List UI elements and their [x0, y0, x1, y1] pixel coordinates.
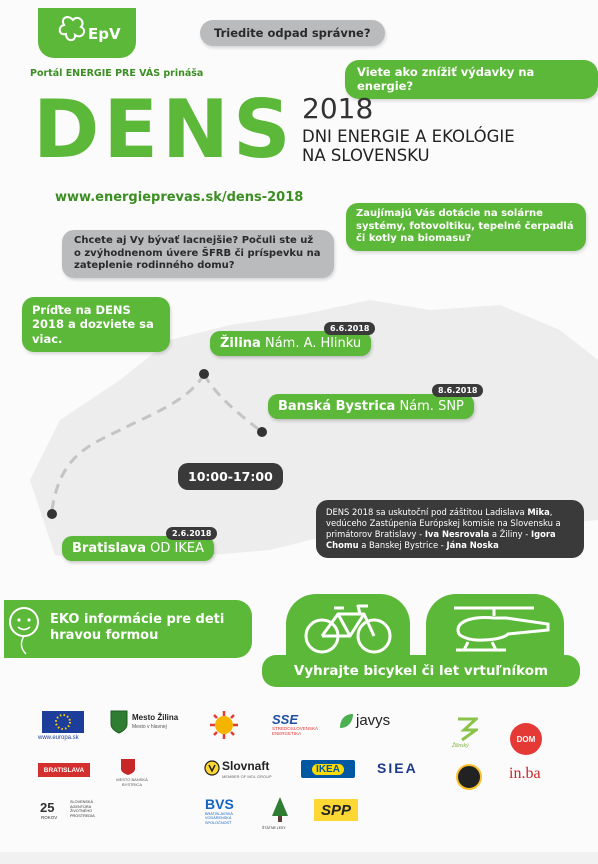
sse-logo: SSE	[272, 712, 299, 727]
event-date: 6.6.2018	[324, 322, 375, 335]
tree-logo-text: ŠTÁTNE LESY	[262, 826, 286, 830]
zilina-logo-sub: Mesto v hlavnej	[132, 724, 167, 730]
sse-logo-sub: STREDOSLOVENSKÁ ENERGETIKA	[272, 726, 319, 736]
route-line	[0, 360, 300, 530]
banska-bystrica-logo-text: MESTO BANSKÁ BYSTRICA	[116, 777, 148, 787]
patronage-note	[316, 500, 584, 558]
sazp-logo-number: 25	[40, 800, 55, 815]
patron-name: Mika	[527, 507, 550, 517]
zilinsky-logo-text: Žilinský	[452, 743, 469, 749]
bubble-waste-question: Triedite odpad správne?	[200, 20, 385, 46]
event-place: OD IKEA	[150, 541, 204, 556]
map-dot-zilina	[199, 369, 209, 379]
javys-leaf-icon	[338, 712, 354, 730]
helicopter-panel	[426, 594, 564, 664]
tagline: Portál ENERGIE PRE VÁS prináša	[30, 68, 204, 79]
ikea-logo	[301, 760, 355, 778]
event-city: Bratislava	[72, 541, 146, 556]
bvs-logo-sub: BRATISLAVSKÁ VODÁRENSKÁ SPOLOČNOSŤ	[205, 812, 233, 825]
sazp-logo-text: SLOVENSKÁ AGENTÚRA ŽIVOTNÉHO PROSTREDIA	[70, 800, 95, 818]
eu-flag-logo	[42, 711, 84, 733]
javys-logo: javys	[356, 712, 391, 729]
spp-logo	[314, 799, 358, 821]
title-line2: NA SLOVENSKU	[302, 145, 430, 165]
prize-banner: Vyhrajte bicykel či let vrtuľníkom	[262, 655, 580, 687]
siea-logo: SIEA	[377, 760, 418, 776]
sun-logo-icon	[204, 710, 244, 740]
bratislava-logo-text: BRATISLAVA	[43, 766, 85, 774]
event-time: 10:00-17:00	[178, 463, 283, 490]
logo-text: EpV	[88, 25, 121, 43]
website-link[interactable]: www.energieprevas.sk/dens-2018	[55, 190, 304, 205]
banska-bystrica-crest-icon	[120, 758, 136, 776]
inba-logo: in.ba	[509, 765, 541, 782]
title-text	[302, 128, 515, 166]
zilinsky-kraj-icon	[456, 716, 478, 742]
bubble-energy-question: Viete ako znížiť výdavky na energie?	[345, 60, 598, 99]
patron-name: Igora Chomu	[326, 528, 556, 550]
patronage-text: a Banskej Bystrice -	[358, 539, 447, 550]
bottom-edge	[0, 852, 598, 864]
bubble-subsidy-question: Zaujímajú Vás dotácie na solárne systémy, fotovoltiku, tepelné čerpadlá či kotly na biomasu?	[346, 203, 586, 251]
patronage-text: a Žiliny -	[489, 528, 531, 539]
bubble-loan-question: Chcete aj Vy bývať lacnejšie? Počuli ste už o zvýhodnenom úvere ŠFRB či príspevku na zateplenie rodinného domu?	[62, 230, 334, 278]
patron-name: Jána Noska	[446, 539, 499, 550]
slovnaft-icon	[204, 760, 220, 776]
zilina-crest-icon	[110, 710, 128, 734]
helicopter-icon	[436, 600, 556, 658]
zilina-logo-text: Mesto Žilina	[132, 713, 179, 722]
slovnaft-logo: Slovnaft	[222, 759, 270, 773]
kids-info-text: EKO informácie pre deti hravou formou	[50, 612, 225, 644]
bvs-logo: BVS	[205, 796, 234, 812]
event-banska-bystrica	[268, 394, 474, 419]
bicycle-panel	[286, 594, 410, 664]
slovnaft-logo-sub: MEMBER OF MOL GROUP	[222, 774, 272, 779]
tree-logo-icon	[271, 796, 289, 824]
dom-logo-text: DOM	[516, 734, 536, 744]
ikea-logo-text: IKEA	[312, 764, 344, 775]
map-dot-banska-bystrica	[257, 427, 267, 437]
event-city: Banská Bystrica	[278, 399, 396, 414]
event-date: 2.6.2018	[166, 527, 217, 540]
round-black-logo	[456, 764, 482, 790]
event-place: Nám. SNP	[399, 399, 464, 414]
map-dot-bratislava	[47, 509, 57, 519]
bicycle-icon	[298, 600, 398, 658]
patronage-text: DENS 2018 sa uskutoční pod záštitou Ladislava	[326, 507, 528, 517]
sazp-logo-years: ROKOV	[41, 815, 58, 820]
title-line1: DNI ENERGIE A EKOLÓGIE	[302, 127, 515, 146]
eu-logo-text: www.europa.sk	[38, 735, 79, 741]
event-city: Žilina	[220, 336, 261, 351]
eu-stars-icon	[42, 711, 84, 733]
balloon-icon	[6, 602, 42, 662]
dom-logo	[510, 723, 542, 755]
bratislava-logo	[38, 763, 90, 777]
spp-logo-text: SPP	[320, 801, 351, 819]
clover-icon	[58, 14, 88, 44]
patronage-text: , vedúceho Zastúpenia Európskej komisie na Slovensku a primátorov Bratislavy -	[326, 507, 561, 539]
dens-logo: DENS	[33, 83, 295, 176]
epv-logo	[38, 8, 136, 58]
patron-name: Iva Nesrovala	[424, 528, 490, 539]
event-date: 8.6.2018	[432, 384, 483, 397]
title-year: 2018	[302, 92, 374, 125]
event-place: Nám. A. Hlinku	[264, 336, 362, 351]
bubble-call-to-action: Príďte na DENS 2018 a dozviete sa viac.	[22, 297, 170, 352]
